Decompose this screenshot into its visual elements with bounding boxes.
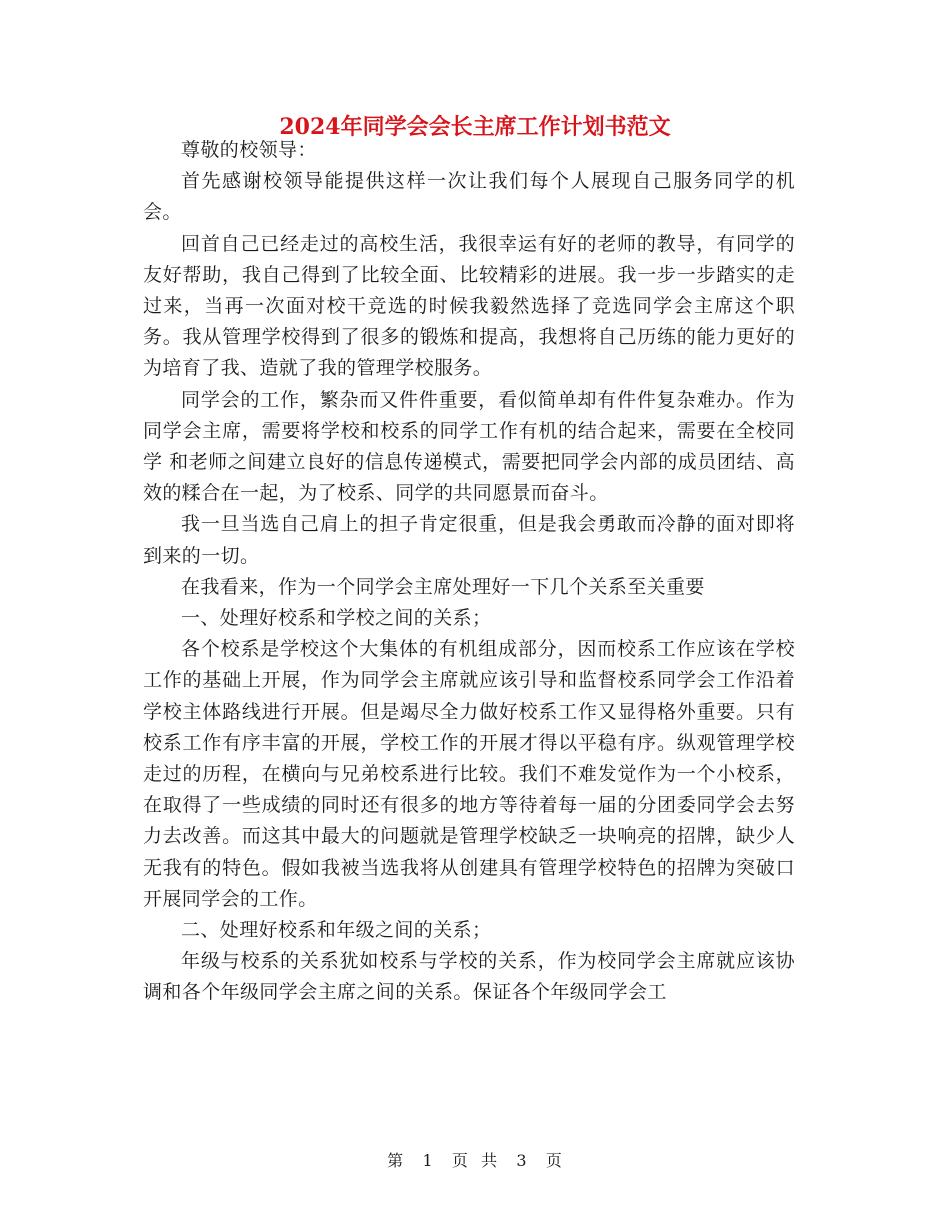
paragraph-section-2: 年级与校系的关系犹如校系与学校的关系，作为校同学会主席就应该协调和各个年级同学会主席之间的关系。保证各个年级同学会工 (143, 950, 795, 1004)
paragraph-work: 同学会的工作，繁杂而又件件重要，看似简单却有件件复杂难办。作为同学会主席，需要将学校和校系的同学工作有机的结合起来，需要在全校同学 和老师之间建立良好的信息传递模式，需要把同学会内部的成员团结、高效的糅合在一起，为了校系、同学的共同愿景而奋斗。 (143, 388, 795, 505)
footer-suffix: 页 (545, 1151, 563, 1170)
document-body (143, 135, 795, 1009)
section-heading-1: 一、处理好校系和学校之间的关系； (181, 607, 492, 630)
paragraph-thanks: 首先感谢校领导能提供这样一次让我们每个人展现自己服务同学的机会。 (143, 170, 795, 224)
paragraph-commitment: 我一旦当选自己肩上的担子肯定很重，但是我会勇敢而冷静的面对即将到来的一切。 (143, 513, 795, 567)
footer-prefix: 第 (387, 1151, 405, 1170)
salutation: 尊敬的校领导： (181, 139, 317, 161)
footer-total-pages: 3 (516, 1151, 528, 1170)
section-heading-2: 二、处理好校系和年级之间的关系； (181, 919, 492, 942)
paragraph-view: 在我看来，作为一个同学会主席处理好一下几个关系至关重要 (181, 575, 705, 598)
footer-mid: 页 共 (451, 1151, 499, 1170)
page-footer (0, 1150, 950, 1172)
footer-current-page: 1 (422, 1151, 434, 1170)
paragraph-section-1: 各个校系是学校这个大集体的有机组成部分，因而校系工作应该在学校工作的基础上开展，作为同学会主席就应该引导和监督校系同学会工作沿着学校主体路线进行开展。但是竭尽全力做好校系工作又显得格外重要。只有校系工作有序丰富的开展，学校工作的开展才得以平稳有序。纵观管理学校走过的历程，在横向与兄弟校系进行比较。我们不难发觉作为一个小校系，在取得了一些成绩的同时还有很多的地方等待着每一届的分团委同学会去努力去改善。而这其中最大的问题就是管理学校缺乏一块响亮的招牌，缺少人无我有的特色。假如我被当选我将从创建具有管理学校特色的招牌为突破口开展同学会的工作。 (143, 638, 795, 910)
paragraph-review: 回首自己已经走过的高校生活，我很幸运有好的老师的教导，有同学的友好帮助，我自己得到了比较全面、比较精彩的进展。我一步一步踏实的走过来，当再一次面对校干竞选的时候我毅然选择了竞选同学会主席这个职务。我从管理学校得到了很多的锻炼和提高，我想将自己历练的能力更好的为培育了我、造就了我的管理学校服务。 (143, 232, 795, 380)
document-title: 2024年同学会会长主席工作计划书范文 (279, 114, 671, 140)
